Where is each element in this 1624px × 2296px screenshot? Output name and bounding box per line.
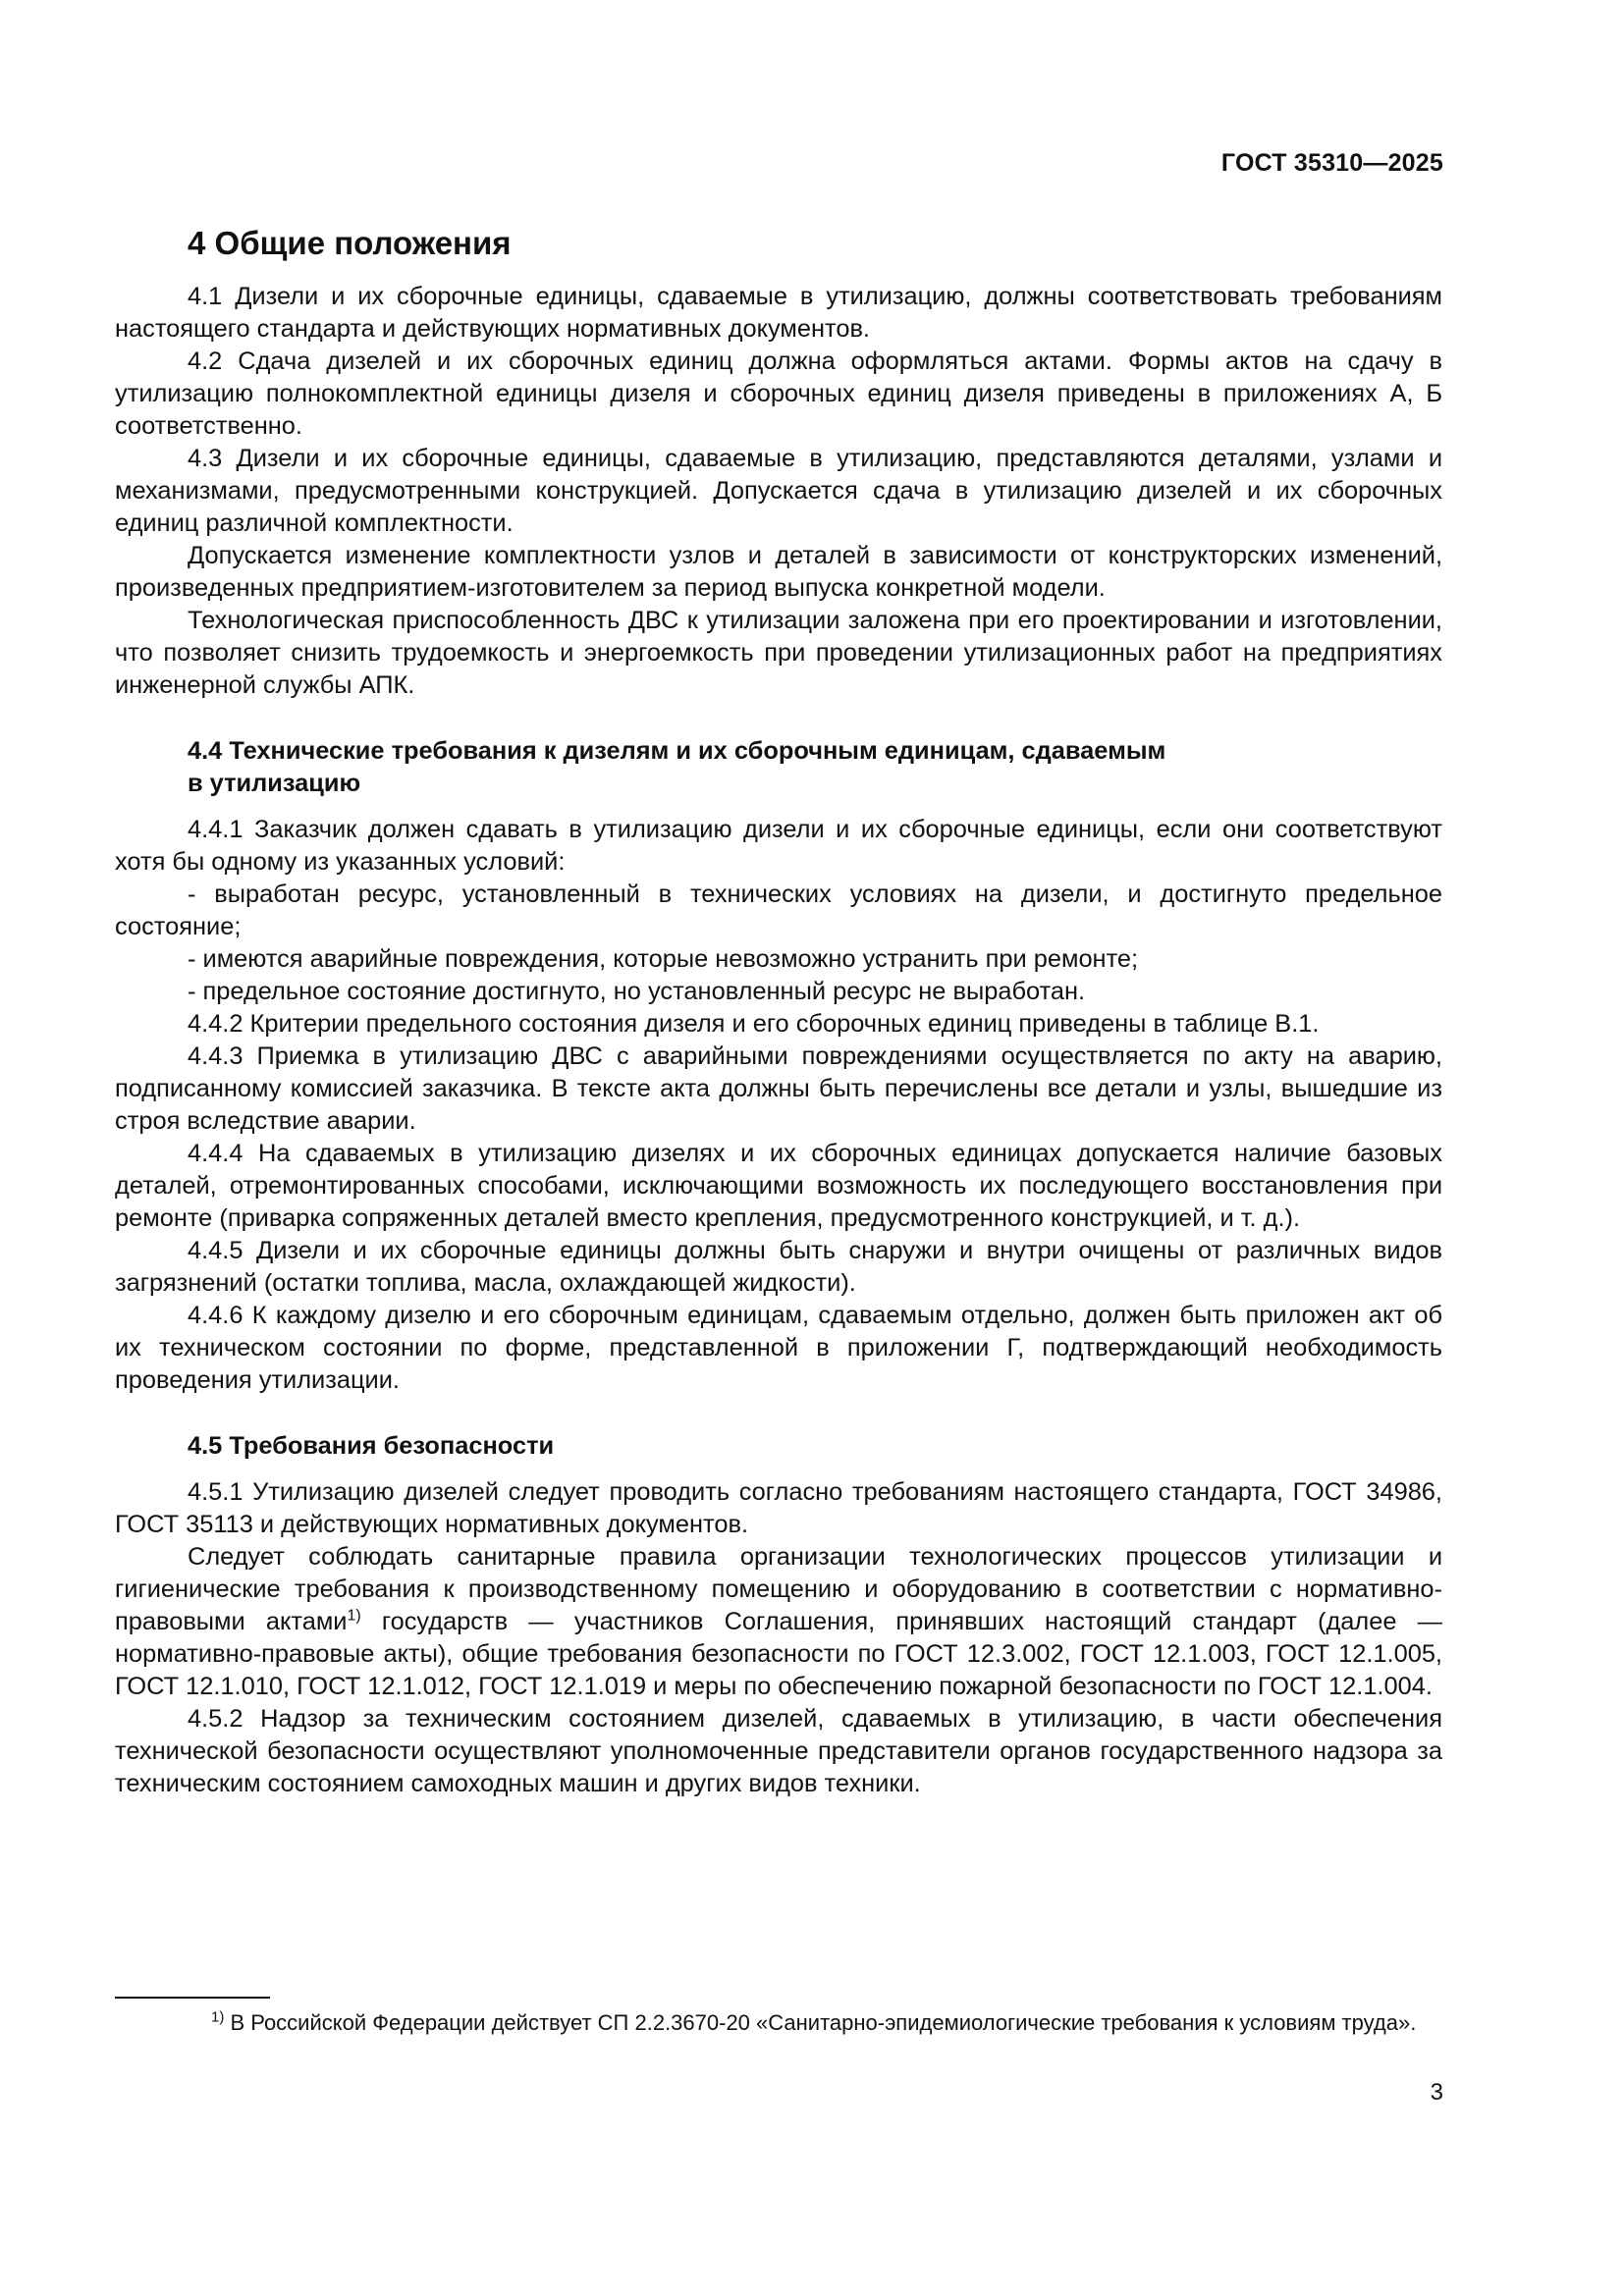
paragraph-4-4-3: 4.4.3 Приемка в утилизацию ДВС с аварийными повреждениями осуществляется по акту на аварию, подписанному комиссией заказчика. В тексте акта должны быть перечислены все детали и узлы, вышедшие из строя вследствие аварии.	[115, 1042, 1442, 1135]
subsection-title-4-4	[188, 735, 1442, 800]
footnote	[115, 2008, 1442, 2038]
paragraph-4-2: 4.2 Сдача дизелей и их сборочных единиц должна оформляться актами. Формы актов на сдачу в утилизацию полнокомплектной единицы дизеля и сборочных единиц дизеля приведены в приложениях А, Б соответственно.	[115, 347, 1442, 440]
paragraph-4-4-2: 4.4.2 Критерии предельного состояния дизеля и его сборочных единиц приведены в таблице В.1.	[188, 1010, 1320, 1038]
footnote-separator	[115, 1997, 270, 1999]
list-item-limit-state: - предельное состояние достигнуто, но установленный ресурс не выработан.	[188, 978, 1086, 1005]
subsection-title-4-5: 4.5 Требования безопасности	[188, 1432, 555, 1460]
subsection-title-line-1: 4.4 Технические требования к дизелям и их сборочным единицам, сдаваемым	[188, 737, 1166, 765]
page-number: 3	[1430, 2079, 1443, 2106]
paragraph-4-4-4: 4.4.4 На сдаваемых в утилизацию дизелях и их сборочных единицах допускается наличие базовых деталей, отремонтированных способами, исключающими возможность их последующего восстановления при ремонте (приварка сопряженных деталей вместо крепления, предусмотренного конструкцией, и т. д.).	[115, 1140, 1442, 1232]
paragraph-sanitary-before: Следует соблюдать санитарные правила организации технологических процессов утилизации и гигиенические требования к производственному помещению и оборудованию в соответствии с нормативно-правовыми актами	[115, 1543, 1442, 1635]
footnote-marker: 1)	[211, 2008, 225, 2026]
paragraph-4-5-1: 4.5.1 Утилизацию дизелей следует проводить согласно требованиям настоящего стандарта, ГОСТ 34986, ГОСТ 35113 и действующих нормативных документов.	[115, 1478, 1442, 1538]
paragraph-4-1: 4.1 Дизели и их сборочные единицы, сдаваемые в утилизацию, должны соответствовать требованиям настоящего стандарта и действующих нормативных документов.	[115, 283, 1442, 343]
paragraph-4-5-2: 4.5.2 Надзор за техническим состоянием дизелей, сдаваемых в утилизацию, в части обеспечения технической безопасности осуществляют уполномоченные представители органов государственного надзора за техническим состоянием самоходных машин и других видов техники.	[115, 1705, 1442, 1797]
paragraph-4-4-1: 4.4.1 Заказчик должен сдавать в утилизацию дизели и их сборочные единицы, если они соответствуют хотя бы одному из указанных условий:	[115, 816, 1442, 876]
list-item-damage: - имеются аварийные повреждения, которые невозможно устранить при ремонте;	[188, 945, 1139, 973]
page-body	[115, 224, 1442, 1800]
document-code: ГОСТ 35310—2025	[1220, 149, 1443, 177]
paragraph-4-4-6: 4.4.6 К каждому дизелю и его сборочным единицам, сдаваемым отдельно, должен быть приложен акт об их техническом состоянии по форме, представленной в приложении Г, подтверждающий необходимость проведения утилизации.	[115, 1302, 1442, 1394]
section-title: 4 Общие положения	[188, 225, 512, 261]
footnote-ref: 1)	[347, 1607, 361, 1625]
list-item-resource: - выработан ресурс, установленный в технических условиях на дизели, и достигнуто предельное состояние;	[115, 881, 1442, 940]
paragraph-technological: Технологическая приспособленность ДВС к утилизации заложена при его проектировании и изготовлении, что позволяет снизить трудоемкость и энергоемкость при проведении утилизационных работ на предприятиях инженерной службы АПК.	[115, 607, 1442, 699]
paragraph-sanitary-after: государств — участников Соглашения, принявших настоящий стандарт (далее — нормативно-правовые акты), общие требования безопасности по ГОСТ 12.3.002, ГОСТ 12.1.003, ГОСТ 12.1.005, ГОСТ 12.1.010, ГОСТ 12.1.012, ГОСТ 12.1.019 и меры по обеспечению пожарной безопасности по ГОСТ 12.1.004.	[115, 1608, 1442, 1700]
paragraph-4-3: 4.3 Дизели и их сборочные единицы, сдаваемые в утилизацию, представляются деталями, узлами и механизмами, предусмотренными конструкцией. Допускается сдача в утилизацию дизелей и их сборочных единиц различной комплектности.	[115, 445, 1442, 537]
paragraph-sanitary	[115, 1541, 1442, 1703]
paragraph-4-4-5: 4.4.5 Дизели и их сборочные единицы должны быть снаружи и внутри очищены от различных видов загрязнений (остатки топлива, масла, охлаждающей жидкости).	[115, 1237, 1442, 1297]
paragraph-completeness: Допускается изменение комплектности узлов и деталей в зависимости от конструкторских изменений, произведенных предприятием-изготовителем за период выпуска конкретной модели.	[115, 542, 1442, 602]
footnote-text: В Российской Федерации действует СП 2.2.3670-20 «Санитарно-эпидемиологические требования к условиям труда».	[224, 2010, 1417, 2035]
subsection-title-line-2: в утилизацию	[188, 770, 361, 797]
